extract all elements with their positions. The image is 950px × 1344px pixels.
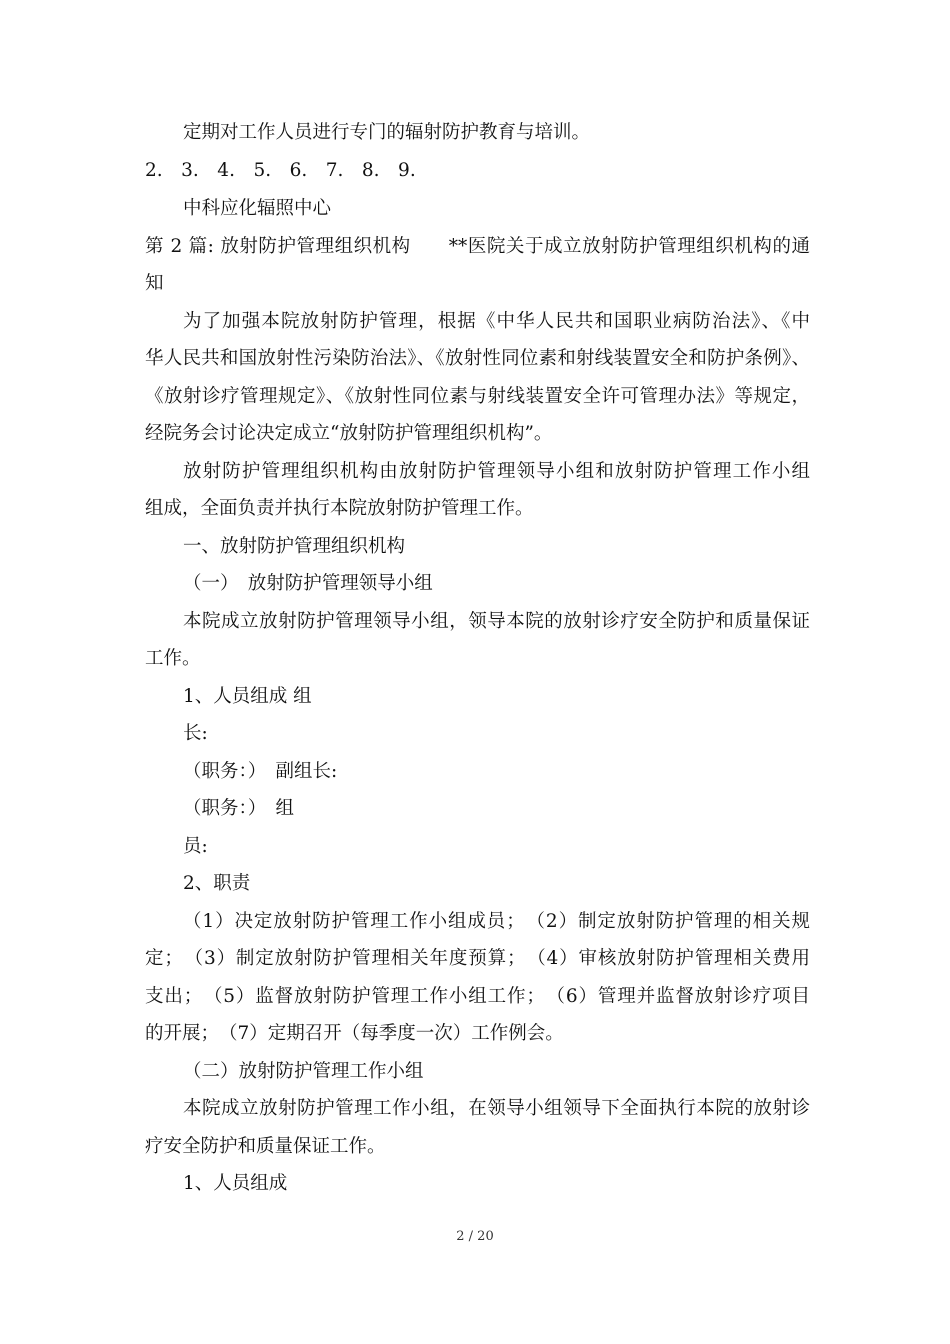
text-line: 2、职责: [183, 873, 251, 894]
paragraph-line: 支出； （5）监督放射防护管理工作小组工作； （6）管理并监督放射诊疗项目: [145, 986, 810, 1007]
paragraph-line: 疗安全防护和质量保证工作。: [145, 1136, 386, 1157]
paragraph-line: 放射防护管理组织机构由放射防护管理领导小组和放射防护管理工作小组: [183, 461, 810, 482]
text-line: 长:: [183, 723, 208, 744]
paragraph-line: 为了加强本院放射防护管理，根据《中华人民共和国职业病防治法》、《中: [183, 311, 810, 332]
paragraph-line: 本院成立放射防护管理工作小组，在领导小组领导下全面执行本院的放射诊: [183, 1098, 810, 1119]
text-line: 员:: [183, 836, 208, 857]
section-heading: 第 2 篇: 放射防护管理组织机构 **医院关于成立放射防护管理组织机构的通: [145, 236, 810, 257]
paragraph-line: 组成，全面负责并执行本院放射防护管理工作。: [145, 498, 534, 519]
paragraph-line: 本院成立放射防护管理领导小组，领导本院的放射诊疗安全防护和质量保证: [183, 611, 810, 632]
paragraph-line: 定； （3）制定放射防护管理相关年度预算； （4）审核放射防护管理相关费用: [145, 948, 810, 969]
section-heading-continued: 知: [145, 273, 164, 294]
heading-level-2: （二）放射防护管理工作小组: [183, 1061, 424, 1082]
heading-level-2: （一） 放射防护管理领导小组: [183, 573, 433, 594]
text-line: 2. 3. 4. 5. 6. 7. 8. 9.: [145, 160, 416, 181]
paragraph-line: 工作。: [145, 648, 201, 669]
text-line: （职务：） 组: [183, 798, 295, 819]
paragraph-line: 经院务会讨论决定成立“放射防护管理组织机构”。: [145, 423, 553, 444]
paragraph-line: 《放射诊疗管理规定》、《放射性同位素与射线装置安全许可管理办法》等规定，: [145, 386, 810, 407]
paragraph-line: 华人民共和国放射性污染防治法》、《放射性同位素和射线装置安全和防护条例》、: [145, 348, 810, 369]
page-number: 2 / 20: [456, 1229, 494, 1244]
paragraph-line: （1）决定放射防护管理工作小组成员； （2）制定放射防护管理的相关规: [183, 911, 810, 932]
text-line: 定期对工作人员进行专门的辐射防护教育与培训。: [183, 122, 591, 143]
text-line: 1、人员组成 组: [183, 686, 312, 707]
paragraph-line: 的开展； （7）定期召开（每季度一次）工作例会。: [145, 1023, 564, 1044]
text-line: 中科应化辐照中心: [183, 198, 332, 219]
text-line: （职务：） 副组长:: [183, 761, 338, 782]
heading-level-1: 一、放射防护管理组织机构: [183, 536, 406, 557]
text-line: 1、人员组成: [183, 1173, 288, 1194]
